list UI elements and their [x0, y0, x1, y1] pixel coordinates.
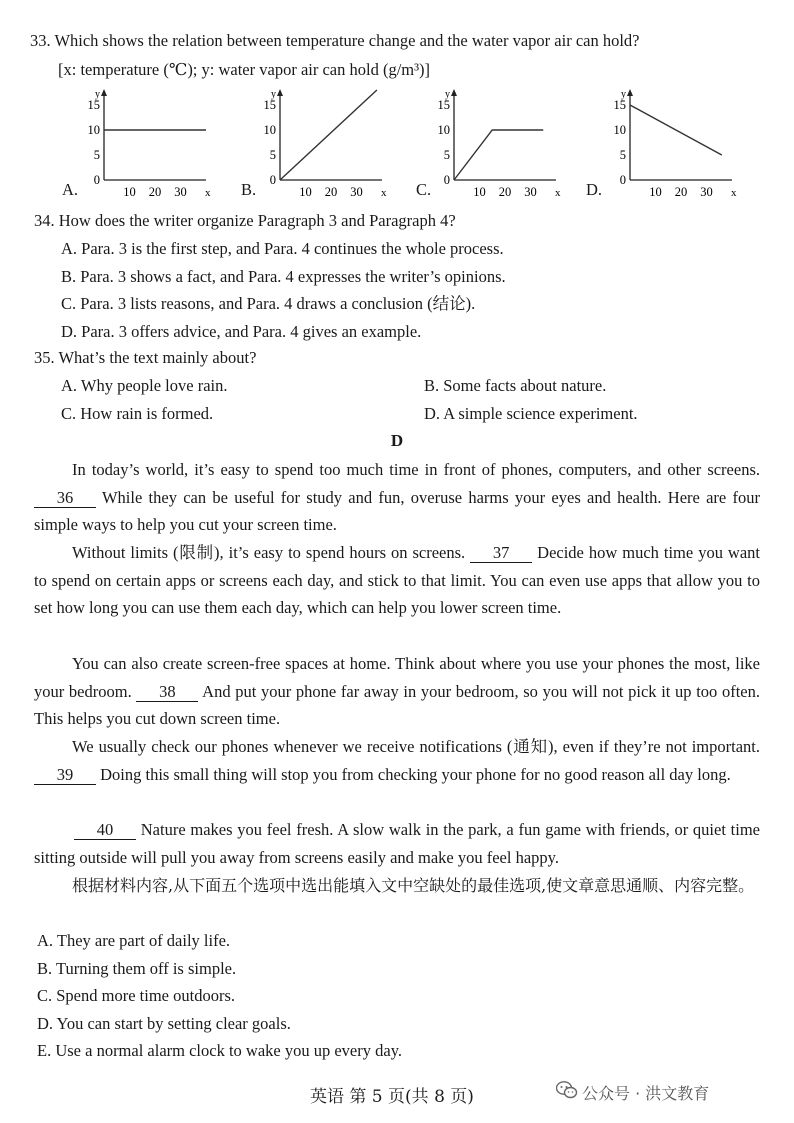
- y-tick-label: 5: [619, 148, 626, 162]
- x-tick-label: 20: [148, 185, 162, 199]
- graph-a: [84, 88, 214, 203]
- y-tick-label: 10: [437, 123, 450, 137]
- p4-text-b: Doing this small thing will stop you from checking your phone for no good reason all day long.: [100, 764, 731, 784]
- instruction: [34, 872, 760, 900]
- graph-svg: [84, 88, 214, 198]
- y-tick-label: 10: [87, 123, 100, 137]
- p5-text: Nature makes you feel fresh. A slow walk in the park, a fun game with friends, or quiet time sitting outside will pull you away from screens easily and make you feel happy.: [34, 820, 760, 867]
- y-tick-label: 0: [443, 173, 450, 187]
- x-axis-label: x: [205, 187, 211, 199]
- instruction-text: 根据材料内容,从下面五个选项中选出能填入文中空缺处的最佳选项,使文章意思通顺、内容完整。: [72, 876, 755, 895]
- x-axis-label: x: [731, 187, 737, 199]
- q34-option-b: B. Para. 3 shows a fact, and Para. 4 expresses the writer’s opinions.: [61, 267, 506, 286]
- x-tick-label: 30: [350, 185, 363, 199]
- x-axis-label: x: [381, 187, 387, 199]
- x-tick-label: 10: [123, 185, 136, 199]
- blank-37: 37: [470, 543, 532, 563]
- choice-d: D. You can start by setting clear goals.: [37, 1014, 291, 1033]
- passage-paragraph-5: [34, 816, 760, 871]
- q33-stem: 33. Which shows the relation between temperature change and the water vapor air can hold?: [30, 31, 640, 50]
- p1-text-b: While they can be useful for study and fun, overuse harms your eyes and health. Here are four simple ways to help you cut your screen time.: [34, 487, 761, 534]
- x-tick-label: 30: [524, 185, 537, 199]
- passage-paragraph-1: [34, 456, 760, 539]
- wechat-icon: [556, 1080, 578, 1100]
- page-footer: 英语 第 5 页(共 8 页): [310, 1087, 474, 1107]
- graph-svg: [434, 88, 564, 198]
- graph-d-label: D.: [586, 180, 603, 199]
- p3-text-b: And put your phone far away in your bedroom, so you will not pick it up too often. This helps you cut down screen time.: [34, 681, 761, 728]
- x-tick-label: 20: [498, 185, 512, 199]
- graph-c-label: C.: [416, 180, 432, 199]
- p4-text-a: We usually check our phones whenever we receive notifications (通知), even if they’re not important.: [72, 737, 760, 756]
- p2-text-b: Decide how much time you want to spend on certain apps or screens each day, and stick to that limit. You can even use apps that allow you to set how long you can use them each day, which can help you lower screen time.: [34, 543, 761, 617]
- choice-b: B. Turning them off is simple.: [37, 959, 237, 978]
- graph-b: [260, 88, 390, 203]
- y-tick-label: 10: [263, 123, 276, 137]
- graph-c: [434, 88, 564, 203]
- passage-paragraph-3: [34, 650, 760, 733]
- y-tick-label: 15: [87, 98, 100, 112]
- x-tick-label: 30: [174, 185, 187, 199]
- q35-option-b: B. Some facts about nature.: [424, 376, 607, 395]
- y-axis-label: y: [271, 89, 276, 100]
- y-axis-arrow: [101, 89, 107, 96]
- graph-svg: [260, 88, 390, 198]
- watermark-text: 公众号 · 洪文教育: [582, 1084, 710, 1103]
- p1-text-a: In today’s world, it’s easy to spend too much time in front of phones, computers, and other screens.: [72, 460, 760, 479]
- y-tick-label: 0: [269, 173, 276, 187]
- y-axis-arrow: [627, 89, 633, 96]
- y-axis-arrow: [277, 89, 283, 96]
- section-title: D: [390, 431, 404, 450]
- q34-option-d: D. Para. 3 offers advice, and Para. 4 gives an example.: [61, 322, 422, 341]
- q35-stem: 35. What’s the text mainly about?: [34, 348, 257, 367]
- graph-line: [630, 105, 722, 155]
- blank-38: 38: [136, 682, 198, 702]
- graph-line: [280, 90, 377, 180]
- y-axis-label: y: [445, 89, 450, 100]
- x-tick-label: 10: [649, 185, 662, 199]
- q34-option-a: A. Para. 3 is the first step, and Para. 4 continues the whole process.: [61, 239, 504, 258]
- q34-option-c: C. Para. 3 lists reasons, and Para. 4 draws a conclusion (结论).: [61, 294, 476, 313]
- q35-option-d: D. A simple science experiment.: [424, 404, 638, 423]
- graph-b-label: B.: [241, 180, 257, 199]
- graph-d: [610, 88, 740, 203]
- y-tick-label: 10: [613, 123, 626, 137]
- y-tick-label: 0: [93, 173, 100, 187]
- q33-axis-note: [x: temperature (℃); y: water vapor air can hold (g/m³)]: [58, 60, 431, 79]
- q35-option-a: A. Why people love rain.: [61, 376, 228, 395]
- y-tick-label: 15: [263, 98, 276, 112]
- choice-a: A. They are part of daily life.: [37, 931, 231, 950]
- graph-line: [454, 130, 543, 180]
- y-tick-label: 5: [269, 148, 276, 162]
- passage-paragraph-2: [34, 539, 760, 622]
- y-tick-label: 0: [619, 173, 626, 187]
- x-tick-label: 10: [473, 185, 486, 199]
- passage-paragraph-4: [34, 733, 760, 788]
- y-axis-label: y: [95, 89, 100, 100]
- y-tick-label: 15: [613, 98, 626, 112]
- y-tick-label: 15: [437, 98, 450, 112]
- x-tick-label: 10: [299, 185, 312, 199]
- q35-option-c: C. How rain is formed.: [61, 404, 214, 423]
- p3-text-a: You can also create screen-free spaces at home. Think about where you use your phones the most, like your bedroom.: [34, 654, 760, 701]
- y-axis-label: y: [621, 89, 626, 100]
- graph-a-label: A.: [62, 180, 79, 199]
- y-tick-label: 5: [443, 148, 450, 162]
- x-tick-label: 20: [324, 185, 338, 199]
- blank-36: 36: [34, 488, 96, 508]
- y-axis-arrow: [451, 89, 457, 96]
- x-axis-label: x: [555, 187, 561, 199]
- x-tick-label: 30: [700, 185, 713, 199]
- blank-40: 40: [74, 820, 136, 840]
- blank-39: 39: [34, 765, 96, 785]
- graph-svg: [610, 88, 740, 198]
- y-tick-label: 5: [93, 148, 100, 162]
- q34-stem: 34. How does the writer organize Paragraph 3 and Paragraph 4?: [34, 211, 456, 230]
- choice-c: C. Spend more time outdoors.: [37, 986, 235, 1005]
- x-tick-label: 20: [674, 185, 688, 199]
- p2-text-a: Without limits (限制), it’s easy to spend hours on screens.: [72, 543, 466, 562]
- choice-e: E. Use a normal alarm clock to wake you up every day.: [37, 1041, 403, 1060]
